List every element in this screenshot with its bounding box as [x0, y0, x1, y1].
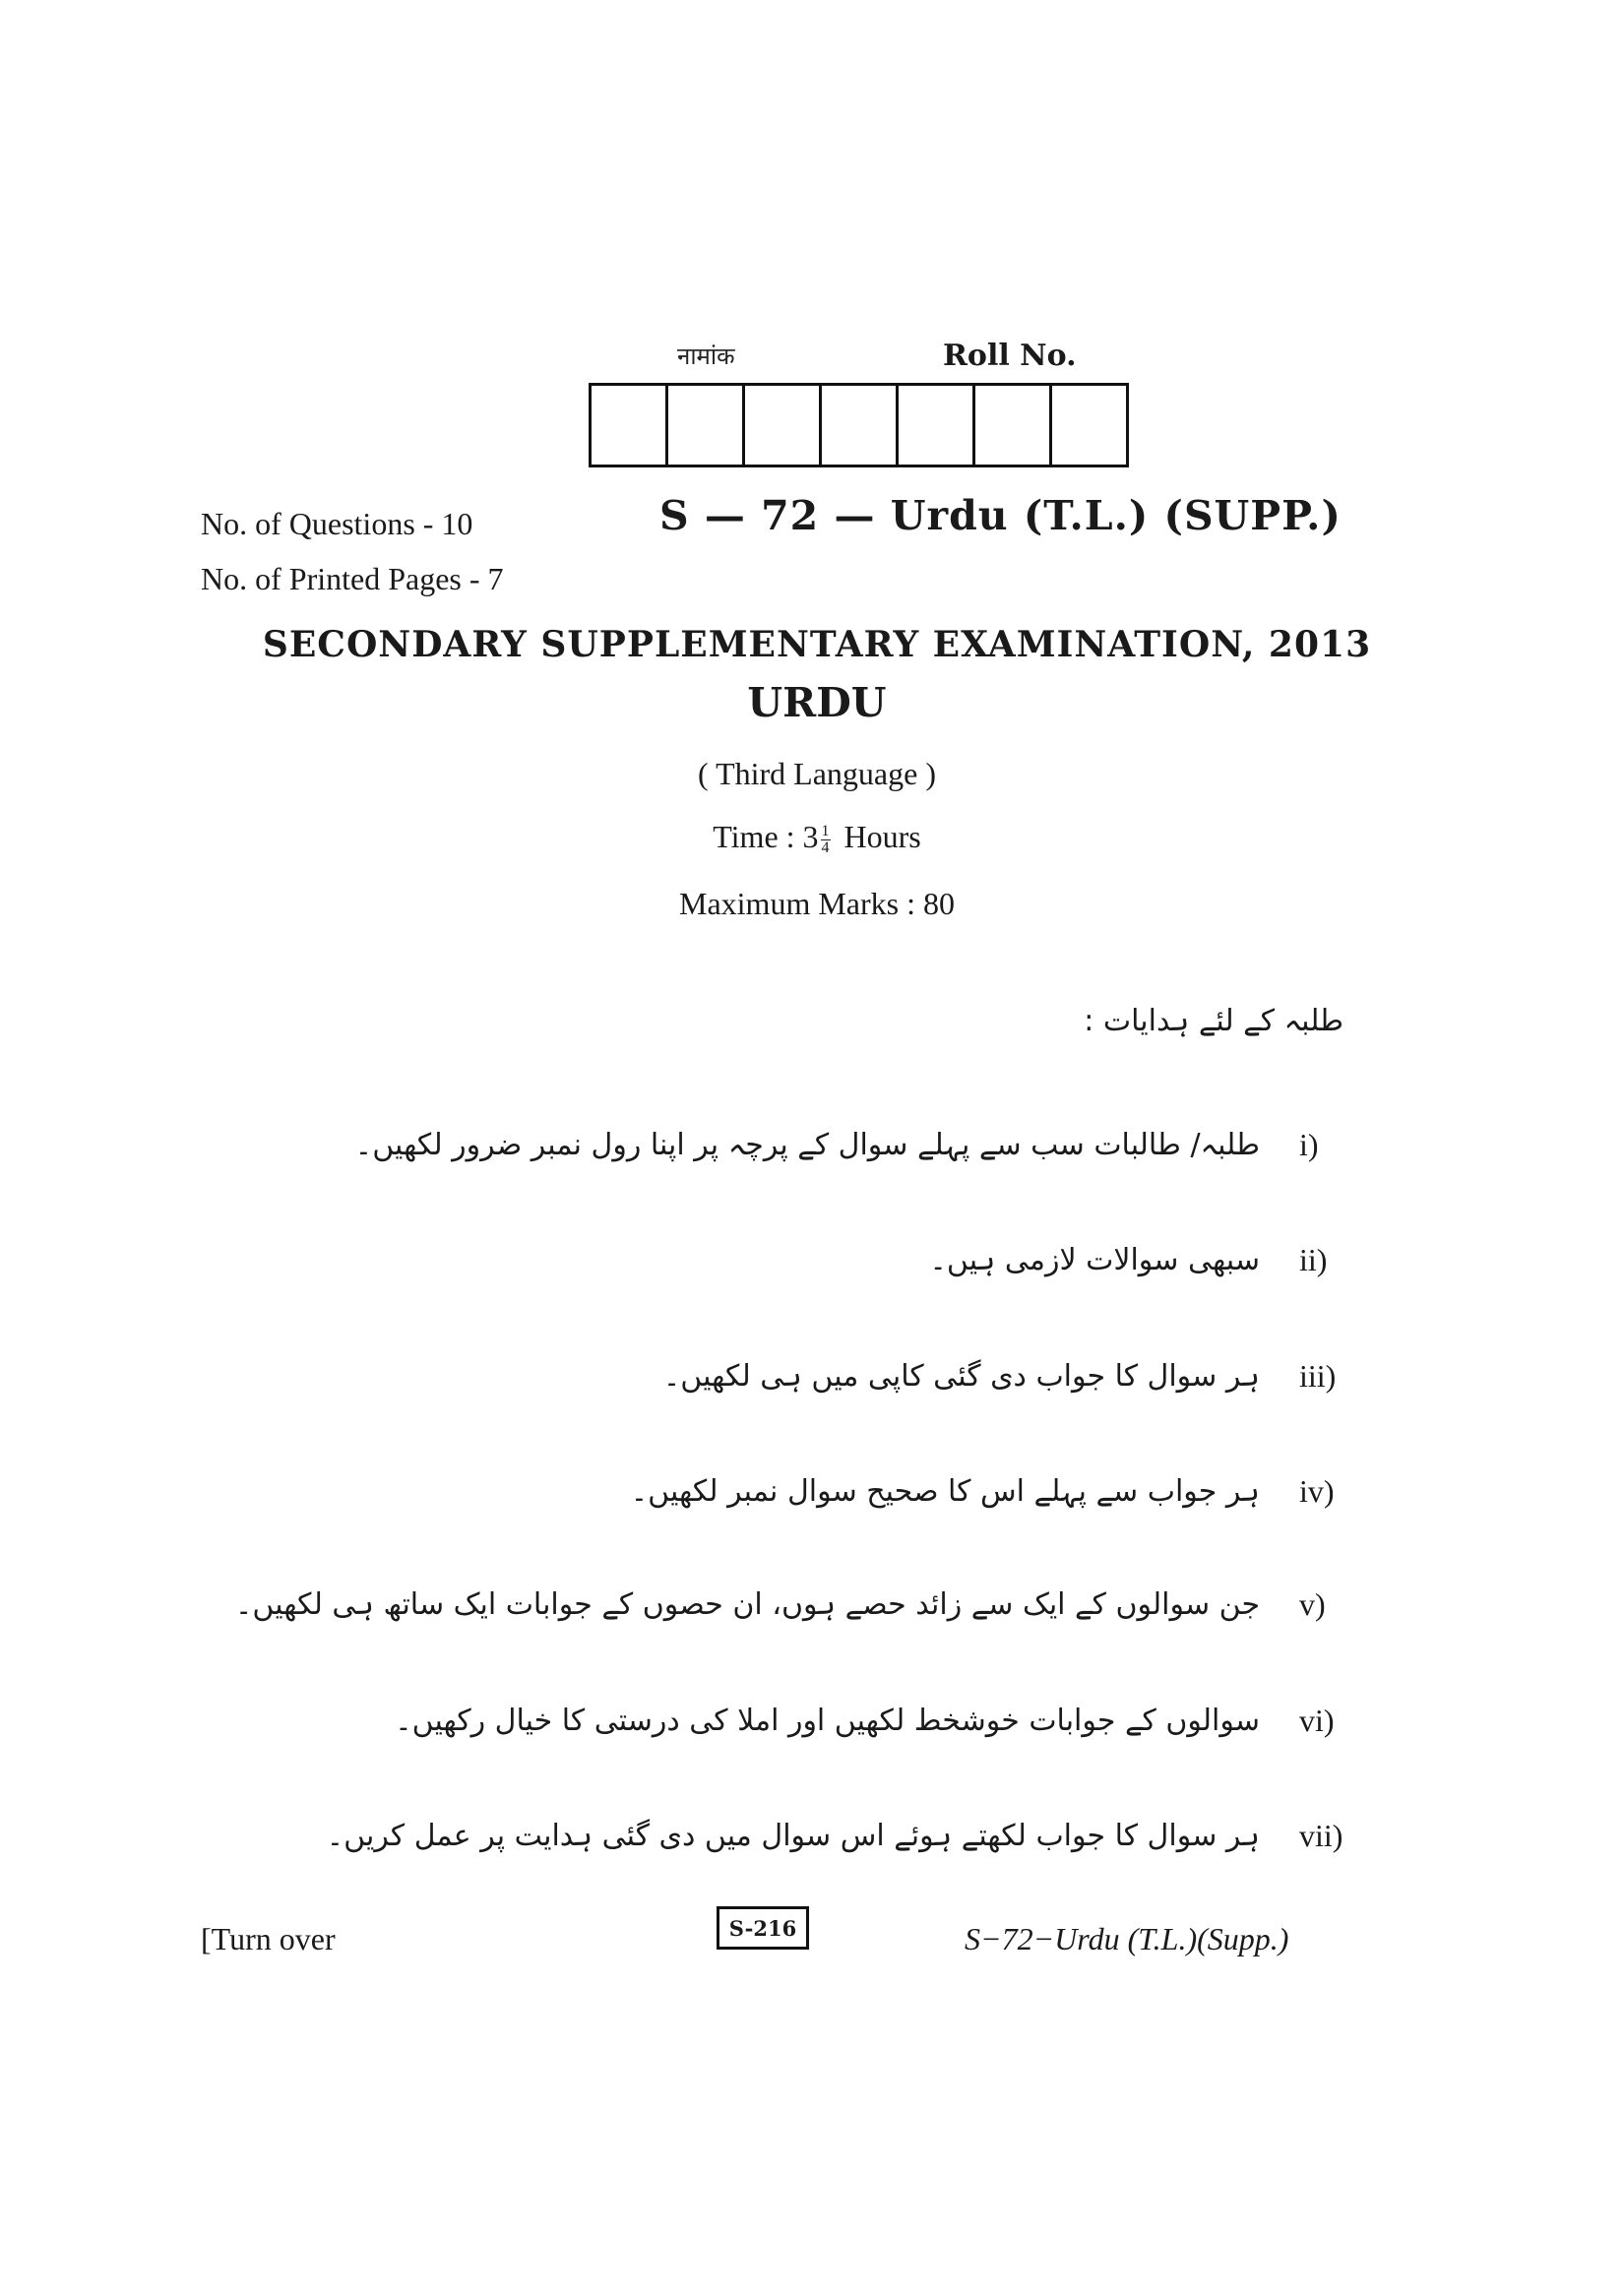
- instruction-number: iii): [1299, 1358, 1337, 1394]
- subject-title: URDU: [747, 679, 887, 726]
- instruction-text: ہر جواب سے پہلے اس کا صحیح سوال نمبر لکھیں۔: [630, 1474, 1260, 1509]
- fraction-denominator: 4: [821, 839, 830, 857]
- instruction-item: [327, 1818, 1348, 1854]
- no-of-printed-pages: No. of Printed Pages - 7: [201, 561, 504, 596]
- instruction-text: ہر سوال کا جواب لکھتے ہوئے اس سوال میں دی گئی ہدایت پر عمل کریں۔: [326, 1819, 1260, 1853]
- instruction-number: iv): [1299, 1473, 1335, 1509]
- instruction-number: vii): [1299, 1818, 1343, 1853]
- instruction-text: ہر سوال کا جواب دی گئی کاپی میں ہی لکھیں۔: [662, 1359, 1260, 1394]
- instruction-item: [663, 1358, 1348, 1395]
- roll-digit-cell[interactable]: [899, 386, 975, 465]
- instruction-item: [929, 1242, 1348, 1278]
- instruction-text: سوالوں کے جوابات خوشخط لکھیں اور املا کی درستی کا خیال رکھیں۔: [395, 1704, 1260, 1738]
- roll-digit-cell[interactable]: [1052, 386, 1126, 465]
- instruction-number: vi): [1299, 1703, 1335, 1738]
- instruction-item: [235, 1586, 1348, 1623]
- roll-digit-cell[interactable]: [668, 386, 745, 465]
- roll-digit-cell[interactable]: [975, 386, 1052, 465]
- time-suffix: Hours: [843, 819, 921, 854]
- turn-over-note: [Turn over: [201, 1921, 336, 1956]
- instruction-item: [395, 1703, 1348, 1739]
- paper-reference: S−72−Urdu (T.L.)(Supp.): [965, 1921, 1289, 1956]
- instruction-text: طلبہ/ طالبات سب سے پہلے سوال کے پرچہ پر اپنا رول نمبر ضرور لکھیں۔: [354, 1128, 1260, 1162]
- instruction-item: [631, 1473, 1348, 1510]
- instruction-number: v): [1299, 1586, 1326, 1622]
- exam-title: SECONDARY SUPPLEMENTARY EXAMINATION, 2013: [262, 624, 1372, 665]
- exam-duration: [0, 819, 1624, 856]
- instruction-number: i): [1299, 1127, 1319, 1162]
- roll-digit-cell[interactable]: [822, 386, 899, 465]
- instruction-text: سبھی سوالات لازمی ہیں۔: [929, 1243, 1260, 1277]
- instruction-number: ii): [1299, 1242, 1328, 1277]
- instructions-heading: طلبہ کے لئے ہدایات :: [1084, 1004, 1343, 1038]
- instruction-item: [355, 1127, 1348, 1163]
- roll-label: Roll No.: [943, 339, 1077, 373]
- language-type: ( Third Language ): [698, 756, 936, 791]
- maximum-marks: Maximum Marks : 80: [679, 886, 955, 921]
- fraction-numerator: 1: [821, 823, 830, 840]
- no-of-questions: No. of Questions - 10: [201, 506, 473, 541]
- roll-digit-cell[interactable]: [745, 386, 822, 465]
- page-code-box: S-216: [717, 1906, 809, 1950]
- roll-number-box[interactable]: [589, 383, 1129, 467]
- time-fraction: [821, 824, 831, 856]
- paper-code: S — 72 — Urdu (T.L.) (SUPP.): [659, 492, 1342, 539]
- instruction-text: جن سوالوں کے ایک سے زائد حصے ہوں، ان حصوں کے جوابات ایک ساتھ ہی لکھیں۔: [234, 1587, 1260, 1622]
- roll-digit-cell[interactable]: [592, 386, 668, 465]
- roll-label-hindi: नामांक: [677, 342, 735, 370]
- time-prefix: Time : 3: [713, 819, 819, 854]
